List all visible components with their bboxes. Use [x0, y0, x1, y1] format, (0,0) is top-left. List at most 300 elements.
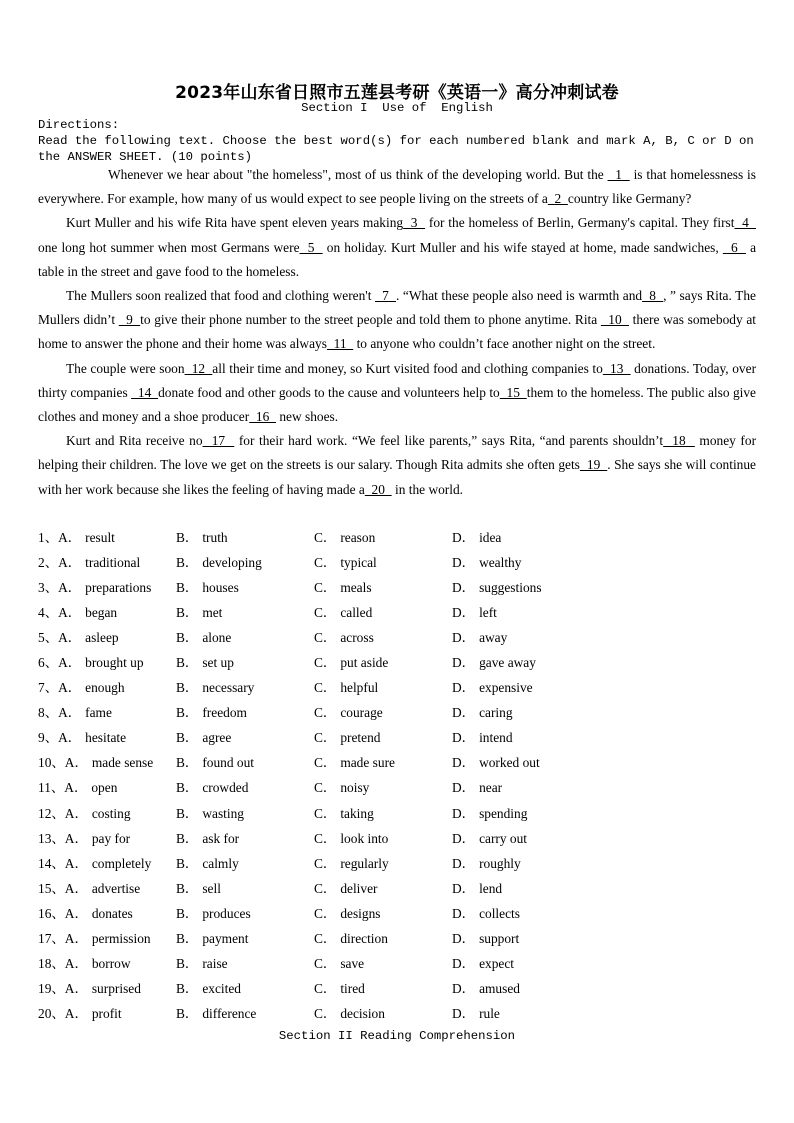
option-label: C．: [314, 605, 337, 621]
passage-text: there was somebody at home to answer the phone and their home was always: [38, 312, 756, 352]
passage-text: , ” says Rita. The Mullers didn’t: [38, 288, 756, 328]
passage-text: The Mullers soon realized that food and clothing weren't: [66, 288, 375, 304]
option-label: C．: [314, 855, 337, 871]
option-text: sell: [202, 880, 221, 896]
option-label: D．: [452, 680, 476, 696]
passage-text: them to the homeless. The public also give clothes and money and a shoe producer: [38, 384, 757, 425]
option-text: preparations: [85, 580, 152, 596]
passage-text: new shoes.: [276, 409, 339, 425]
option-label: A．: [58, 680, 82, 696]
question-number: 8、: [38, 705, 59, 721]
option-text: across: [340, 630, 374, 646]
option-text: roughly: [479, 855, 521, 871]
answer-options-list: [38, 525, 758, 1026]
option-b[interactable]: [176, 1003, 256, 1022]
option-a[interactable]: [38, 652, 144, 671]
option-d[interactable]: [452, 552, 521, 571]
option-c[interactable]: [314, 677, 378, 696]
option-text: pay for: [91, 830, 131, 846]
option-d[interactable]: [452, 727, 513, 746]
option-text: developing: [202, 555, 262, 571]
option-label: D．: [452, 755, 476, 771]
question-number: 12、: [38, 805, 65, 821]
passage-text: money for helping their children. The love we get on the streets is our salary. Though Rita admits she often gets: [38, 433, 757, 473]
option-b[interactable]: [176, 878, 221, 897]
question-number: 18、: [38, 955, 65, 971]
option-d[interactable]: [452, 903, 520, 922]
numbered-blank: 15: [499, 384, 527, 400]
option-text: tired: [340, 980, 365, 996]
option-d[interactable]: [452, 878, 502, 897]
option-text: idea: [479, 530, 502, 545]
option-label: D．: [452, 530, 476, 545]
option-c[interactable]: [314, 978, 365, 997]
option-b[interactable]: [176, 627, 231, 646]
option-text: look into: [340, 830, 389, 846]
numbered-blank: 1: [607, 167, 630, 182]
question-number: 11、: [38, 780, 65, 796]
option-label: D．: [452, 880, 476, 896]
numbered-blank: 3: [403, 215, 426, 231]
question-row: [38, 1001, 758, 1026]
passage-paragraph: [38, 163, 756, 211]
option-a[interactable]: [38, 953, 131, 972]
question-number: 14、: [38, 855, 65, 871]
option-label: C．: [314, 730, 337, 746]
option-b[interactable]: [176, 803, 244, 822]
option-text: met: [202, 605, 223, 621]
option-text: direction: [340, 930, 388, 946]
option-b[interactable]: [176, 602, 222, 621]
option-text: near: [479, 780, 503, 796]
option-d[interactable]: [452, 652, 536, 671]
directions-text: Read the following text. Choose the best word(s) for each numbered blank and mark A, B, C or D on the ANSWER SHEET. (10 points): [38, 134, 754, 164]
option-c[interactable]: [314, 828, 388, 847]
option-text: permission: [91, 930, 151, 946]
option-text: brought up: [85, 655, 144, 671]
passage-text: Kurt Muller and his wife Rita have spent eleven years making: [66, 215, 404, 231]
passage-text: all their time and money, so Kurt visited food and clothing companies to: [212, 360, 603, 376]
question-number: 4、: [38, 605, 59, 621]
option-label: A．: [64, 755, 88, 771]
option-label: B．: [176, 930, 199, 946]
option-b[interactable]: [176, 577, 239, 596]
option-d[interactable]: [452, 777, 502, 796]
question-number: 7、: [38, 680, 59, 696]
option-text: designs: [340, 905, 381, 921]
option-d[interactable]: [452, 928, 519, 947]
question-number: 19、: [38, 980, 65, 996]
option-text: suggestions: [479, 580, 542, 596]
numbered-blank: 20: [364, 481, 392, 497]
question-number: 17、: [38, 930, 65, 946]
option-label: C．: [314, 955, 337, 971]
option-label: A．: [58, 705, 82, 721]
option-label: B．: [176, 680, 199, 696]
option-label: A．: [64, 830, 88, 846]
option-label: B．: [176, 805, 199, 821]
option-b[interactable]: [176, 828, 239, 847]
option-d[interactable]: [452, 702, 513, 721]
option-text: put aside: [340, 655, 389, 671]
question-row: [38, 901, 758, 926]
option-label: D．: [452, 905, 476, 921]
passage-text: donate food and other goods to the cause and volunteers help to: [158, 384, 500, 400]
option-c[interactable]: [314, 752, 395, 771]
passage-text: on holiday. Kurt Muller and his wife stayed at home, made sandwiches,: [322, 239, 723, 255]
option-c[interactable]: [314, 577, 372, 596]
option-d[interactable]: [452, 953, 514, 972]
option-d[interactable]: [452, 828, 527, 847]
option-c[interactable]: [314, 853, 389, 872]
option-label: A．: [64, 905, 88, 921]
option-a[interactable]: [38, 878, 140, 897]
question-row: [38, 951, 758, 976]
question-row: [38, 976, 758, 1001]
option-c[interactable]: [314, 602, 372, 621]
option-text: amused: [479, 980, 520, 996]
option-a[interactable]: [38, 577, 151, 596]
option-label: A．: [64, 980, 88, 996]
option-text: set up: [202, 655, 234, 671]
option-a[interactable]: [38, 828, 130, 847]
option-label: D．: [452, 555, 476, 571]
option-d[interactable]: [452, 602, 497, 621]
option-c[interactable]: [314, 803, 374, 822]
option-b[interactable]: [176, 552, 262, 571]
question-row: [38, 851, 758, 876]
question-number: 16、: [38, 905, 65, 921]
question-number: 13、: [38, 830, 65, 846]
question-row: [38, 750, 758, 775]
option-text: difference: [202, 1005, 257, 1021]
option-text: excited: [202, 980, 241, 996]
option-text: houses: [202, 580, 239, 596]
option-label: B．: [176, 555, 199, 571]
question-row: [38, 876, 758, 901]
option-text: away: [479, 630, 508, 646]
option-label: A．: [64, 1005, 88, 1021]
option-a[interactable]: [38, 1003, 122, 1022]
numbered-blank: 12: [184, 360, 213, 376]
option-text: wealthy: [479, 555, 522, 571]
option-text: helpful: [340, 680, 379, 696]
numbered-blank: 2: [547, 191, 568, 207]
option-a[interactable]: [38, 627, 119, 646]
option-label: C．: [314, 655, 337, 671]
option-d[interactable]: [452, 978, 520, 997]
option-b[interactable]: [176, 752, 254, 771]
passage-text: for their hard work. “We feel like parents,” says Rita, “and parents shouldn’t: [234, 433, 664, 449]
directions-heading: Directions:: [38, 118, 120, 132]
passage-text: to anyone who couldn’t face another night on the street.: [353, 336, 656, 352]
question-row: [38, 525, 758, 550]
option-b[interactable]: [176, 652, 234, 671]
option-label: D．: [452, 630, 476, 646]
option-text: alone: [202, 630, 232, 646]
option-text: wasting: [202, 805, 244, 821]
option-label: A．: [58, 580, 82, 596]
option-a[interactable]: [38, 853, 151, 872]
option-text: caring: [479, 705, 513, 721]
option-a[interactable]: [38, 978, 141, 997]
option-text: began: [85, 605, 118, 621]
option-label: C．: [314, 930, 337, 946]
numbered-blank: 17: [202, 433, 235, 449]
option-label: A．: [58, 655, 82, 671]
option-d[interactable]: [452, 627, 507, 646]
option-text: decision: [340, 1005, 385, 1021]
option-label: A．: [58, 530, 82, 545]
passage-text: to give their phone number to the street people and told them to phone anytime. Rita: [140, 312, 601, 328]
option-text: calmly: [202, 855, 239, 871]
option-text: rule: [479, 1005, 500, 1021]
option-a[interactable]: [38, 803, 131, 822]
option-b[interactable]: [176, 727, 231, 746]
option-a[interactable]: [38, 677, 125, 696]
option-label: B．: [176, 780, 199, 796]
numbered-blank: 13: [602, 360, 631, 376]
passage-text: a table in the street and gave food to the homeless.: [38, 239, 757, 279]
option-b[interactable]: [176, 527, 228, 546]
option-text: support: [479, 930, 520, 946]
option-label: C．: [314, 780, 337, 796]
option-text: borrow: [91, 955, 131, 971]
question-row: [38, 725, 758, 750]
option-label: C．: [314, 1005, 337, 1021]
numbered-blank: 9: [118, 312, 141, 328]
option-d[interactable]: [452, 752, 540, 771]
question-row: [38, 775, 758, 800]
option-text: surprised: [91, 980, 141, 996]
question-number: 2、: [38, 555, 59, 571]
option-label: B．: [176, 580, 199, 596]
option-text: fame: [85, 705, 112, 721]
option-text: gave away: [479, 655, 536, 671]
option-text: completely: [91, 855, 152, 871]
option-text: payment: [202, 930, 249, 946]
option-text: reason: [340, 530, 376, 545]
question-number: 3、: [38, 580, 59, 596]
option-label: C．: [314, 580, 337, 596]
option-label: B．: [176, 880, 199, 896]
passage-text: Kurt and Rita receive no: [66, 433, 203, 449]
option-c[interactable]: [314, 652, 388, 671]
numbered-blank: 16: [249, 409, 276, 425]
option-text: open: [91, 780, 118, 796]
option-text: expect: [479, 955, 515, 971]
option-text: traditional: [85, 555, 141, 571]
option-b[interactable]: [176, 928, 248, 947]
option-a[interactable]: [38, 777, 117, 796]
option-text: ask for: [202, 830, 240, 846]
option-label: B．: [176, 705, 199, 721]
option-text: expensive: [479, 680, 533, 696]
option-label: C．: [314, 530, 337, 545]
option-text: agree: [202, 730, 232, 746]
option-text: freedom: [202, 705, 247, 721]
numbered-blank: 4: [734, 215, 756, 231]
question-number: 20、: [38, 1005, 65, 1021]
option-text: profit: [91, 1005, 122, 1021]
option-text: deliver: [340, 880, 378, 896]
option-c[interactable]: [314, 702, 383, 721]
option-label: D．: [452, 980, 476, 996]
passage-text: . She says she will continue with her work because she likes the feeling of having made a: [38, 457, 756, 497]
option-text: crowded: [202, 780, 249, 796]
option-c[interactable]: [314, 552, 377, 571]
option-c[interactable]: [314, 1003, 385, 1022]
option-label: D．: [452, 830, 476, 846]
passage-text: for the homeless of Berlin, Germany's capital. They first: [425, 215, 735, 231]
question-row: [38, 550, 758, 575]
option-label: C．: [314, 705, 337, 721]
option-label: D．: [452, 780, 476, 796]
option-label: B．: [176, 530, 199, 545]
question-row: [38, 926, 758, 951]
option-text: typical: [340, 555, 377, 571]
passage-text: . “What these people also need is warmth and: [396, 288, 643, 304]
option-text: meals: [340, 580, 372, 596]
option-a[interactable]: [38, 752, 153, 771]
option-label: B．: [176, 905, 199, 921]
option-b[interactable]: [176, 953, 228, 972]
option-c[interactable]: [314, 878, 378, 897]
option-text: noisy: [340, 780, 370, 796]
numbered-blank: 14: [131, 384, 159, 400]
numbered-blank: 8: [642, 288, 664, 304]
question-row: [38, 600, 758, 625]
option-d[interactable]: [452, 1003, 500, 1022]
option-text: made sure: [340, 755, 395, 771]
option-label: B．: [176, 1005, 199, 1021]
option-label: D．: [452, 705, 476, 721]
question-number: 15、: [38, 880, 65, 896]
question-number: 1、: [38, 530, 59, 545]
option-label: C．: [314, 630, 337, 646]
option-a[interactable]: [38, 552, 140, 571]
numbered-blank: 11: [326, 336, 354, 352]
question-row: [38, 801, 758, 826]
question-row: [38, 625, 758, 650]
option-text: regularly: [340, 855, 389, 871]
numbered-blank: 7: [375, 288, 396, 304]
option-a[interactable]: [38, 928, 151, 947]
option-b[interactable]: [176, 677, 254, 696]
option-text: advertise: [91, 880, 141, 896]
option-d[interactable]: [452, 853, 521, 872]
section-1-title: Section I Use of English: [301, 101, 493, 115]
option-a[interactable]: [38, 903, 133, 922]
question-row: [38, 826, 758, 851]
option-c[interactable]: [314, 727, 380, 746]
passage-text: is that homelessness is everywhere. For example, how many of us would expect to see people living on the streets of a: [38, 167, 756, 207]
option-label: B．: [176, 655, 199, 671]
option-c[interactable]: [314, 777, 369, 796]
option-label: D．: [452, 1005, 476, 1021]
option-text: hesitate: [85, 730, 127, 746]
passage-text: donations. Today, over thirty companies: [38, 360, 757, 400]
option-text: donates: [91, 905, 133, 921]
option-label: B．: [176, 605, 199, 621]
question-row: [38, 700, 758, 725]
option-text: taking: [340, 805, 374, 821]
option-c[interactable]: [314, 903, 381, 922]
option-label: D．: [452, 855, 476, 871]
option-label: D．: [452, 730, 476, 746]
option-text: carry out: [479, 830, 528, 846]
option-label: C．: [314, 880, 337, 896]
option-a[interactable]: [38, 527, 115, 546]
numbered-blank: 19: [579, 457, 608, 473]
option-d[interactable]: [452, 577, 542, 596]
option-label: A．: [64, 955, 88, 971]
option-c[interactable]: [314, 928, 388, 947]
option-label: C．: [314, 680, 337, 696]
option-label: B．: [176, 830, 199, 846]
option-label: B．: [176, 980, 199, 996]
option-d[interactable]: [452, 803, 527, 822]
option-label: A．: [58, 605, 82, 621]
passage-text: in the world.: [391, 481, 464, 497]
section-2-title: Section II Reading Comprehension: [278, 1029, 516, 1043]
option-label: C．: [314, 805, 337, 821]
option-c[interactable]: [314, 627, 374, 646]
option-text: enough: [85, 680, 125, 696]
option-label: B．: [176, 955, 199, 971]
question-row: [38, 675, 758, 700]
option-text: raise: [202, 955, 228, 971]
question-number: 10、: [38, 755, 65, 771]
option-label: A．: [64, 880, 88, 896]
option-text: result: [85, 530, 115, 545]
option-label: A．: [64, 805, 88, 821]
option-text: necessary: [202, 680, 255, 696]
option-label: C．: [314, 905, 337, 921]
option-b[interactable]: [176, 853, 239, 872]
option-b[interactable]: [176, 777, 248, 796]
option-label: D．: [452, 605, 476, 621]
option-text: asleep: [85, 630, 119, 646]
option-c[interactable]: [314, 527, 375, 546]
option-text: truth: [202, 530, 228, 545]
option-text: collects: [479, 905, 520, 921]
option-text: made sense: [91, 755, 154, 771]
option-text: produces: [202, 905, 251, 921]
passage-paragraph: [38, 357, 756, 430]
option-label: A．: [58, 730, 82, 746]
option-b[interactable]: [176, 903, 251, 922]
passage-text: The couple were soon: [66, 360, 185, 376]
option-a[interactable]: [38, 702, 112, 721]
option-label: C．: [314, 755, 337, 771]
option-d[interactable]: [452, 527, 501, 546]
question-row: [38, 650, 758, 675]
passage-text: country like Germany?: [567, 191, 692, 207]
option-text: worked out: [479, 755, 540, 771]
option-d[interactable]: [452, 677, 533, 696]
option-c[interactable]: [314, 953, 364, 972]
numbered-blank: 18: [663, 433, 695, 449]
option-label: D．: [452, 805, 476, 821]
question-row: [38, 575, 758, 600]
question-number: 5、: [38, 630, 59, 646]
option-b[interactable]: [176, 978, 241, 997]
option-a[interactable]: [38, 602, 117, 621]
option-a[interactable]: [38, 727, 126, 746]
option-b[interactable]: [176, 702, 247, 721]
exam-title: 2023年山东省日照市五莲县考研《英语一》高分冲刺试卷: [175, 83, 619, 103]
